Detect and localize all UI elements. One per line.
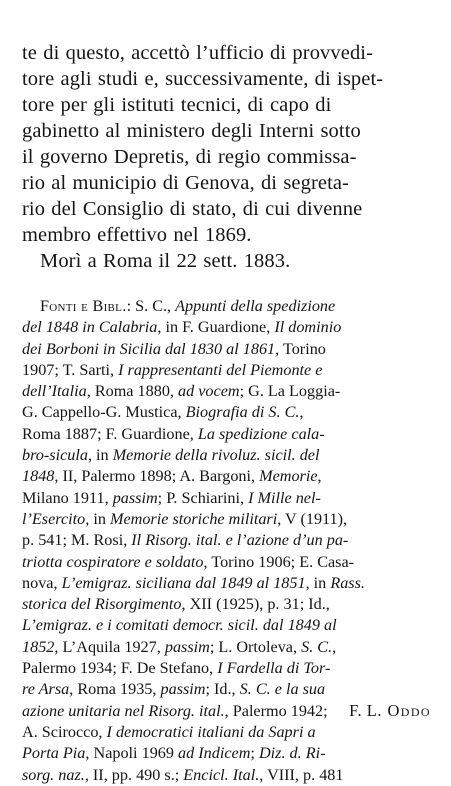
source-line xyxy=(22,317,440,338)
italic-run: Porta Pia xyxy=(22,744,86,763)
source-line xyxy=(22,658,440,679)
text-run: 1907; T. Sarti, xyxy=(22,360,119,379)
italic-run: Memorie storiche militari xyxy=(109,509,278,528)
author-initials: F. L. xyxy=(349,701,382,720)
text-run: ; Id., xyxy=(205,680,240,699)
text-run: ; xyxy=(250,744,259,763)
text-line: rio al municipio di Genova, di segreta- xyxy=(22,172,349,194)
text-run: ; P. Schiarini, xyxy=(157,488,249,507)
text-line: tore agli studi e, successivamente, di ispet- xyxy=(22,68,384,90)
biography-text xyxy=(22,40,436,274)
italic-run: Il Risorg. ital. e l’azione d’un pa- xyxy=(131,531,349,550)
text-run: G. Cappello-G. Mustica, xyxy=(22,403,186,422)
text-run: , Napoli 1969 xyxy=(85,744,179,763)
source-line xyxy=(22,466,440,487)
author-surname: Oddo xyxy=(387,701,431,720)
text-line: te di questo, accettò l’ufficio di provvedi- xyxy=(22,42,374,64)
text-run: : S. C., xyxy=(126,297,176,315)
italic-run: dell’Italia xyxy=(22,382,87,401)
text-line: tore per gli istituti tecnici, di capo di xyxy=(22,94,332,116)
italic-run: Diz. d. Ri- xyxy=(258,744,326,763)
italic-run: dei Borboni in Sicilia dal 1830 al 1861 xyxy=(22,339,276,358)
text-run: , xyxy=(317,467,322,486)
italic-run: I rappresentanti del Piemonte e xyxy=(118,360,323,379)
italic-run: L’emigraz. e i comitati democr. sicil. dal 1849 al xyxy=(22,616,337,635)
italic-run: del 1848 in Calabria xyxy=(22,318,158,337)
text-line: gabinetto al ministero degli Interni sotto xyxy=(22,120,361,142)
text-run: , in xyxy=(87,446,113,465)
source-line xyxy=(22,594,440,615)
source-line xyxy=(22,637,440,658)
text-run: , Palermo 1942; xyxy=(224,701,328,720)
italic-run: 1848 xyxy=(22,467,55,486)
italic-run: Biografia di S. C. xyxy=(185,403,300,422)
italic-run: l’Esercito xyxy=(22,509,86,528)
text-line: Morì a Roma il 22 sett. 1883. xyxy=(40,250,291,272)
text-run: , XII (1925), p. 31; Id., xyxy=(181,595,330,614)
text-run: ; L. Ortoleva, xyxy=(209,637,302,656)
italic-run: S. C. xyxy=(301,637,333,656)
text-run: , VIII, p. 481 xyxy=(259,765,344,784)
italic-run: ad vocem xyxy=(178,382,240,401)
source-line xyxy=(22,679,440,700)
italic-run: azione unitaria nel Risorg. ital. xyxy=(22,701,225,720)
italic-run: sorg. naz. xyxy=(22,765,85,784)
source-line xyxy=(22,743,440,764)
italic-run: L’emigraz. siciliana dal 1849 al 1851 xyxy=(61,573,306,592)
italic-run: Memorie xyxy=(259,467,318,486)
text-run: nova, xyxy=(22,573,62,592)
source-line xyxy=(22,360,440,381)
source-line xyxy=(22,765,440,786)
italic-run: I democratici italiani da Sapri a xyxy=(106,722,316,741)
text-line: il governo Depretis, di regio commissa- xyxy=(22,146,357,168)
text-run: Milano 1911, xyxy=(22,488,113,507)
text-run: p. 541; M. Rosi, xyxy=(22,531,132,550)
italic-run: S. C. e la sua xyxy=(239,680,326,699)
source-line xyxy=(22,296,440,317)
text-run: A. Scirocco, xyxy=(22,722,107,741)
source-line xyxy=(22,722,440,743)
text-run: , in xyxy=(85,509,110,528)
text-run: , Torino 1906; E. Casa- xyxy=(203,552,355,571)
italic-run: passim xyxy=(112,488,158,507)
italic-run: Memorie della rivoluz. sicil. del xyxy=(112,446,320,465)
source-line xyxy=(22,445,440,466)
italic-run: Il dominio xyxy=(274,318,342,337)
italic-run: I Fardella di Tor- xyxy=(217,659,331,678)
italic-run: Appunti della spedizione xyxy=(175,297,336,315)
italic-run: storica del Risorgimento xyxy=(22,595,182,614)
italic-run: passim xyxy=(164,637,210,656)
source-line xyxy=(22,424,440,445)
text-run: , Roma 1880, xyxy=(86,382,179,401)
text-run: Palermo 1934; F. De Stefano, xyxy=(22,659,218,678)
italic-run: La spedizione cala- xyxy=(197,424,325,443)
italic-run: 1852 xyxy=(22,637,55,656)
text-run: , II, pp. 490 s.; xyxy=(84,765,184,784)
italic-run: bro-sicula xyxy=(22,446,88,465)
text-line: rio del Consiglio di stato, di cui divenne xyxy=(22,198,363,220)
text-run: ; G. La Loggia- xyxy=(239,382,341,401)
text-run: , xyxy=(299,403,304,422)
source-line xyxy=(22,615,440,636)
source-line xyxy=(22,488,440,509)
sources-label: Fonti e Bibl. xyxy=(40,297,127,315)
text-run: , V (1911), xyxy=(277,509,348,528)
text-line: membro effettivo nel 1869. xyxy=(22,224,252,246)
text-run: , L’Aquila 1927, xyxy=(54,637,165,656)
italic-run: Encicl. Ital. xyxy=(183,765,260,784)
italic-run: passim xyxy=(160,680,206,699)
italic-run: re Arsa xyxy=(22,680,70,699)
source-line xyxy=(22,381,440,402)
italic-run: triotta cospiratore e soldato xyxy=(22,552,204,571)
text-run: , Roma 1935, xyxy=(69,680,161,699)
text-run: Roma 1887; F. Guardione, xyxy=(22,424,198,443)
text-run: , Torino xyxy=(275,339,326,358)
author-signature xyxy=(349,701,431,721)
text-run: , xyxy=(332,637,337,656)
source-line xyxy=(22,339,440,360)
source-line xyxy=(22,552,440,573)
italic-run: Rass. xyxy=(330,573,365,592)
text-run: , II, Palermo 1898; A. Bargoni, xyxy=(54,467,260,486)
source-line xyxy=(22,530,440,551)
text-run: , in xyxy=(305,573,331,592)
text-run: , in F. Guardione, xyxy=(157,318,275,337)
source-line xyxy=(22,402,440,423)
source-line xyxy=(22,573,440,594)
italic-run: ad Indicem xyxy=(178,744,251,763)
source-line xyxy=(22,509,440,530)
italic-run: I Mille nel- xyxy=(248,488,321,507)
